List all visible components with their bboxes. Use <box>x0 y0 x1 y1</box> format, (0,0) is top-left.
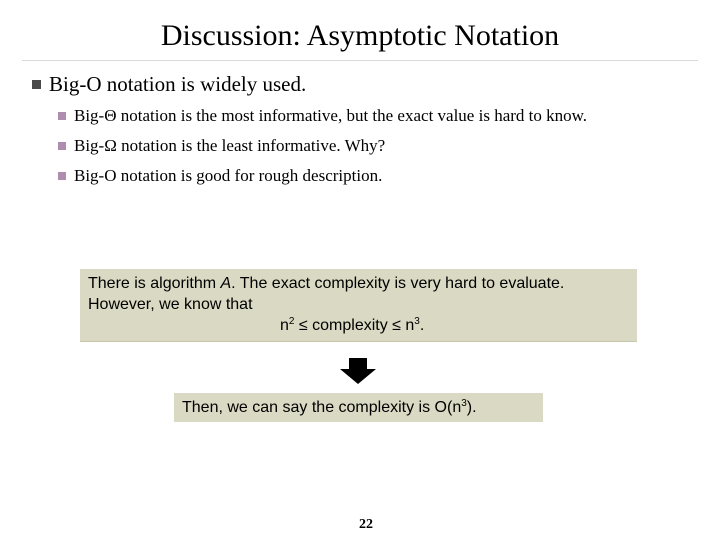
inequality-text: n <box>280 317 289 334</box>
square-bullet-icon <box>58 112 66 120</box>
complexity-callout-box <box>80 269 637 342</box>
down-arrow-icon <box>340 358 376 384</box>
callout-line1 <box>88 275 564 292</box>
sub-bullet-theta <box>58 105 587 127</box>
conclusion-text: ). <box>466 399 477 416</box>
title-divider <box>22 60 698 61</box>
square-bullet-icon <box>58 142 66 150</box>
inequality-text: . <box>419 317 425 334</box>
sub-bullet-text: Big-Ω notation is the least informative. Why? <box>74 136 386 155</box>
sub-bullet-text: Big-O notation is good for rough description. <box>74 166 383 185</box>
inequality-text: ≤ complexity ≤ n <box>294 317 415 334</box>
page-number: 22 <box>359 517 373 532</box>
algorithm-variable: A <box>220 275 232 292</box>
sub-bullet-text: Big-Θ notation is the most informative, but the exact value is hard to know. <box>74 106 588 125</box>
callout-text: There is algorithm <box>88 275 221 292</box>
slide-title: Discussion: Asymptotic Notation <box>160 19 560 52</box>
sub-bullet-omega <box>58 135 385 157</box>
callout-text: . The exact complexity is very hard to evaluate. <box>231 275 565 292</box>
callout-inequality <box>88 315 629 336</box>
exponent: 3 <box>461 398 467 409</box>
exponent: 2 <box>288 316 295 327</box>
conclusion-box <box>174 393 543 422</box>
main-bullet <box>32 71 306 97</box>
callout-line2: However, we know that <box>88 296 253 313</box>
conclusion-text: Then, we can say the complexity is O(n <box>182 399 462 416</box>
square-bullet-icon <box>58 172 66 180</box>
exponent: 3 <box>414 316 420 327</box>
main-bullet-text: Big-O notation is widely used. <box>49 72 307 96</box>
sub-bullet-bigo <box>58 165 382 187</box>
square-bullet-icon <box>32 80 41 89</box>
